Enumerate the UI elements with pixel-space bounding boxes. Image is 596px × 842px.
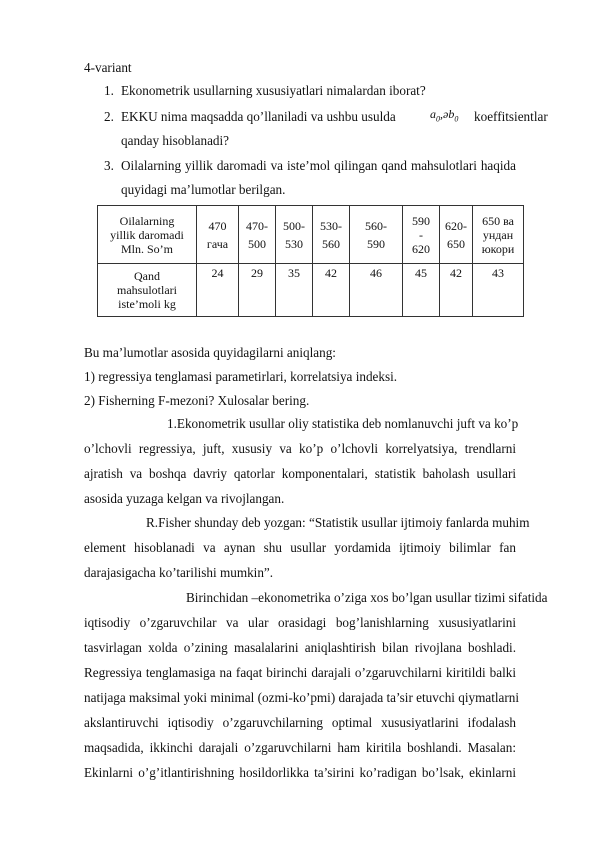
paragraph-3-line: Birinchidan –ekonometrika o’ziga xos bo’lgan usullar tizimi sifatida bbox=[186, 590, 548, 605]
income-consumption-table bbox=[97, 205, 524, 317]
paragraph-2-line: R.Fisher shunday deb yozgan: “Statistik usullar ijtimoiy fanlarda muhim bbox=[146, 515, 530, 530]
table-row-income bbox=[98, 206, 524, 264]
question-3-text: Oilalarning yillik daromadi va iste’mol qilingan qand mahsulotlari haqida bbox=[121, 158, 516, 173]
table-cell: 42 bbox=[440, 264, 473, 317]
table-cell: 500- 530 bbox=[276, 206, 313, 264]
paragraph-3-line: tasvirlagan xolda o’zining masalalarini aniqlashtirish bilan rivojlana boshladi. bbox=[84, 640, 516, 655]
question-1-text: Ekonometrik usullarning xususiyatlari nimalardan iborat? bbox=[121, 83, 426, 98]
table-cell: 530- 560 bbox=[313, 206, 350, 264]
coef-b-symbol: əb bbox=[443, 107, 455, 121]
paragraph-2-line: element hisoblanadi va aynan shu usullar yordamida ijtimoiy bilimlar fan bbox=[84, 540, 516, 555]
instructions-item-2: 2) Fisherning F-mezoni? Xulosalar bering. bbox=[84, 393, 310, 408]
question-3-number: 3. bbox=[104, 158, 114, 173]
paragraph-3-line: natijaga maksimal yoki minimal (ozmi-ko’pmi) darajada ta’sir etuvchi qiymatlarni bbox=[84, 690, 520, 705]
table-cell: 590 - 620 bbox=[403, 206, 440, 264]
table-cell: 650 ва ундан юкори bbox=[473, 206, 524, 264]
table-cell: 470- 500 bbox=[239, 206, 276, 264]
table-cell: 29 bbox=[239, 264, 276, 317]
coef-separator: , bbox=[440, 107, 443, 121]
table-cell: 560- 590 bbox=[350, 206, 403, 264]
paragraph-3-line: Ekinlarni o’g’itlantirishning hosildorlikka ta’sirini ko’radigan bo’lsak, ekinlarni bbox=[84, 765, 516, 780]
table-row-sugar bbox=[98, 264, 524, 317]
coef-a-symbol: a bbox=[430, 107, 436, 121]
table-cell: 620- 650 bbox=[440, 206, 473, 264]
table-cell: 46 bbox=[350, 264, 403, 317]
question-3-text-line2: quyidagi ma’lumotlar berilgan. bbox=[121, 182, 286, 197]
question-2-formula bbox=[430, 106, 458, 127]
paragraph-3-line: iqtisodiy o’zgaruvchilar va ular orasidagi bog’lanishlarning xususiyatlarini bbox=[84, 615, 516, 630]
table-cell: 43 bbox=[473, 264, 524, 317]
question-2-text-start: EKKU nima maqsadda qo’llaniladi va ushbu usulda bbox=[121, 109, 396, 124]
paragraph-3-line: akslantiruvchi iqtisodiy o’zgaruvchilarning optimal xususiyatlarini ifodalash bbox=[84, 715, 516, 730]
table-cell: 45 bbox=[403, 264, 440, 317]
paragraph-1-line: o’lchovli regressiya, juft, xususiy va ko’p o’lchovli korrelyatsiya, trendlarni bbox=[84, 441, 516, 456]
variant-title: 4-variant bbox=[84, 60, 132, 75]
table-cell: 42 bbox=[313, 264, 350, 317]
coef-a-subscript: 0 bbox=[436, 114, 440, 124]
coef-b-subscript: 0 bbox=[454, 114, 459, 124]
question-2-text-end: koeffitsientlar bbox=[474, 109, 548, 124]
question-2-text-line2: qanday hisoblanadi? bbox=[121, 133, 230, 148]
row-header-income: Oilalarning yillik daromadi Mln. So’m bbox=[98, 206, 197, 264]
paragraph-1-line: 1.Ekonometrik usullar oliy statistika deb nomlanuvchi juft va ko’p bbox=[167, 416, 519, 431]
table-cell: 24 bbox=[197, 264, 239, 317]
paragraph-3-line: maqsadida, ikkinchi darajali o’zgaruvchilarni ham kiritila boshlandi. Masalan: bbox=[84, 740, 516, 755]
row-header-sugar: Qand mahsulotlari iste’moli kg bbox=[98, 264, 197, 317]
paragraph-1-line: ajratish va boshqa davriy qatorlar komponentalari, statistik baholash usullari bbox=[84, 466, 516, 481]
question-1-number: 1. bbox=[104, 83, 114, 98]
question-2-number: 2. bbox=[104, 109, 114, 124]
instructions-item-1: 1) regressiya tenglamasi parametirlari, korrelatsiya indeksi. bbox=[84, 369, 398, 384]
paragraph-3-line: Regressiya tenglamasiga na faqat birinchi darajali o’zgaruvchilarni kiritildi balki bbox=[84, 665, 516, 680]
paragraph-2-line: darajasigacha ko’tarilishi mumkin”. bbox=[84, 565, 274, 580]
paragraph-1-line: asosida yuzaga kelgan va rivojlangan. bbox=[84, 491, 285, 506]
instructions-intro: Bu ma’lumotlar asosida quyidagilarni aniqlang: bbox=[84, 345, 336, 360]
table-cell: 470 гача bbox=[197, 206, 239, 264]
table-cell: 35 bbox=[276, 264, 313, 317]
